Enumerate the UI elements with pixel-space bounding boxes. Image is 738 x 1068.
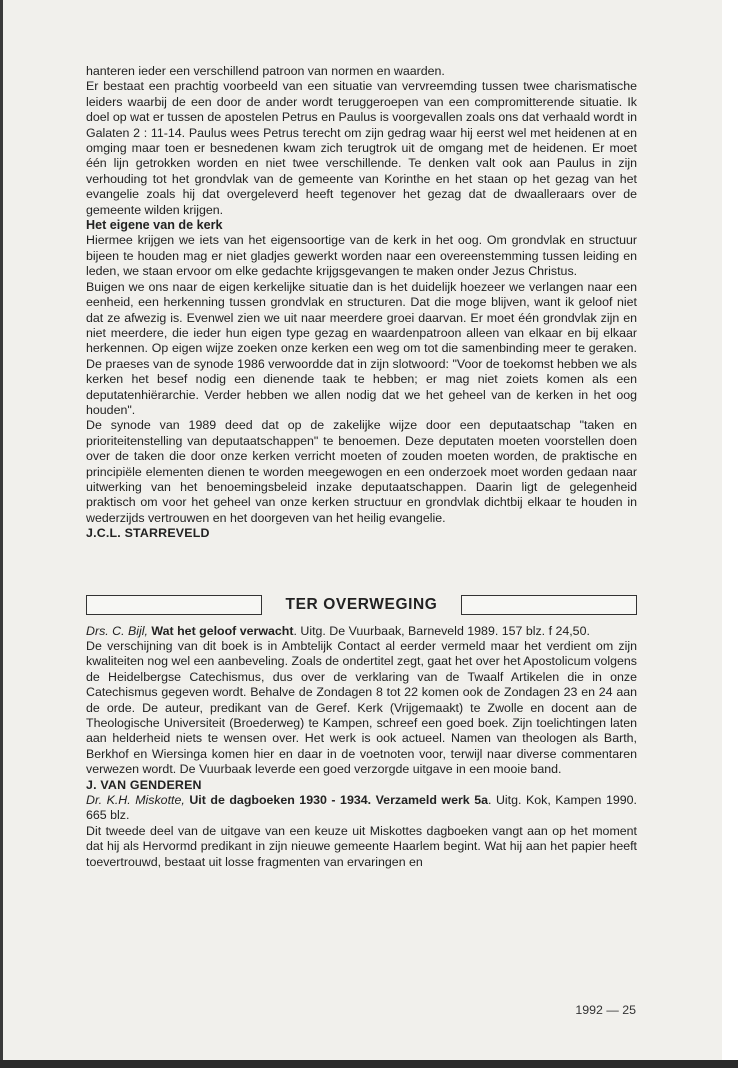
- section-heading: Het eigene van de kerk: [86, 218, 223, 233]
- decorative-box-left: [86, 595, 262, 615]
- scan-bottom-edge: [0, 1060, 738, 1068]
- review-1-book-title: Wat het geloof verwacht: [151, 623, 294, 638]
- review-1-signature: J. VAN GENDEREN: [86, 777, 202, 792]
- review-1-body: De verschijning van dit boek is in Ambtelijk Contact al eerder vermeld maar het verdient om zijn kwaliteiten nog wel een aanbeveling. Zoals de ondertitel zegt, gaat het over het Apostolicum volgens de Heidelbergse Catechismus, dus over de verklaring van de Twaalf Artikelen die in onze Catechismus gegeven wordt. Behalve de Zondagen 8 tot 22 komen ook de Zondagen 23 en 24 aan de orde. De auteur, predikant van de Geref. Kerk (Vrijgemaakt) te Zwolle en docent aan de Theologische Universiteit (Broederweg) te Kampen, schreef een goed boek. Zijn toelichtingen laten aan helderheid niets te wensen over. Het werk is ook actueel. Namen van theologen als Barth, Berkhof en Wiersinga komen hier en daar in de voetnoten voor, terwijl naar diverse commentaren verwezen wordt. De Vuurbaak leverde een goed verzorgde uitgave in een mooie band.: [86, 639, 637, 777]
- review-2-author: Dr. K.H. Miskotte,: [86, 793, 185, 808]
- scan-left-edge: [0, 0, 3, 1068]
- review-2-heading: [86, 793, 637, 824]
- decorative-box-right: [461, 595, 637, 615]
- section-title: TER OVERWEGING: [285, 595, 438, 613]
- paragraph-main-3: De synode van 1989 deed dat op de zakelijke wijze door een deputaatschap "taken en prioriteitenstelling van deputaatschappen" te benoemen. Deze deputaten moeten voorstellen doen over de taken die door onze kerken verricht moeten of zouden moeten worden, de praktische en principiële elementen dienen te worden meegewogen en een onderzoek moet worden gedaan naar uitwerking van het benoemingsbeleid inzake deputaatschappen. Daarin ligt de gelegenheid praktisch om voor het geheel van onze kerken structuur en grondvlak dichtbij elkaar te houden in wederzijds vertrouwen en het doorgeven van het heilig evangelie.: [86, 418, 637, 525]
- review-1-heading: [86, 624, 637, 639]
- review-1-author: Drs. C. Bijl,: [86, 623, 148, 638]
- review-2-body: Dit tweede deel van de uitgave van een keuze uit Miskottes dagboeken vangt aan op het moment dat hij als Hervormd predikant in zijn nieuwe gemeente Haarlem begint. Wat hij aan het papier heeft toevertrouwd, bestaat uit losse fragmenten van ervaringen en: [86, 823, 637, 869]
- review-2-book-title: Uit de dagboeken 1930 - 1934. Verzameld werk 5a: [189, 793, 488, 808]
- article-signature: J.C.L. STARREVELD: [86, 526, 210, 541]
- paragraph-intro-2: Er bestaat een prachtig voorbeeld van een situatie van vervreemding tussen twee charismatische leiders waarbij de een door de ander wordt teruggeroepen van een compromitterende situatie. Ik doel op wat er tussen de apostelen Petrus en Paulus is voorgevallen zoals ons dat verhaald wordt in Galaten 2 : 11-14. Paulus wees Petrus terecht om zijn gedrag waar hij eerst wel met heidenen at en omging maar toen er besnedenen kwam zich terugtrok uit de omgang met de heidenen. Er moet één lijn getrokken worden en niet twee verschillende. Te denken valt ook aan Paulus in zijn verhouding tot het grondvlak van de gemeente van Korinthe en het staan op het gezag van het evangelie zoals hij dat overgeleverd heeft tegenover het gezag dat de dwaalleraars over de gemeente wilden krijgen.: [86, 79, 637, 217]
- text-column: [86, 64, 637, 870]
- paragraph-main-2: Buigen we ons naar de eigen kerkelijke situatie dan is het duidelijk hoezeer we verlangen naar een eenheid, een herkenning tussen grondvlak en structuren. Dat die moge blijven, want ik geloof niet dat ze afwezig is. Evenwel zien we uit naar meerdere groei daarvan. Er moet één grondvlak zijn en niet meerdere, die ieder hun eigen type gezag en waardenpatroon alleen van elkaar en bij elkaar herkennen. Op eigen wijze zoeken onze kerken een weg om tot die samenbinding meer te geraken. De praeses van de synode 1986 verwoordde dat in zijn slotwoord: "Voor de toekomst hebben we als kerken het besef nodig een dienende taak te hebben; er mag niet zoiets komen als een deputatenhiërarchie. Verder hebben we allen nodig dat we het geheel van de kerken in het oog houden".: [86, 279, 637, 417]
- paragraph-main-1: Hiermee krijgen we iets van het eigensoortige van de kerk in het oog. Om grondvlak en structuur bijeen te houden mag er niet gladjes gewerkt worden naar een overeenstemming tussen leiding en leden, we staan ervoor om elke gedachte krijgsgevangen te maken onder Jezus Christus.: [86, 233, 637, 279]
- review-2-details: . Uitg. Kok, Kampen 1990. 665 blz.: [86, 793, 637, 823]
- page-number: 1992 — 25: [575, 1003, 636, 1017]
- paragraph-intro-1: hanteren ieder een verschillend patroon van normen en waarden.: [86, 64, 445, 78]
- scan-right-margin: [722, 0, 738, 1068]
- ter-overweging-header: [86, 594, 637, 616]
- review-1-details: . Uitg. De Vuurbaak, Barneveld 1989. 157 blz. f 24,50.: [293, 623, 590, 638]
